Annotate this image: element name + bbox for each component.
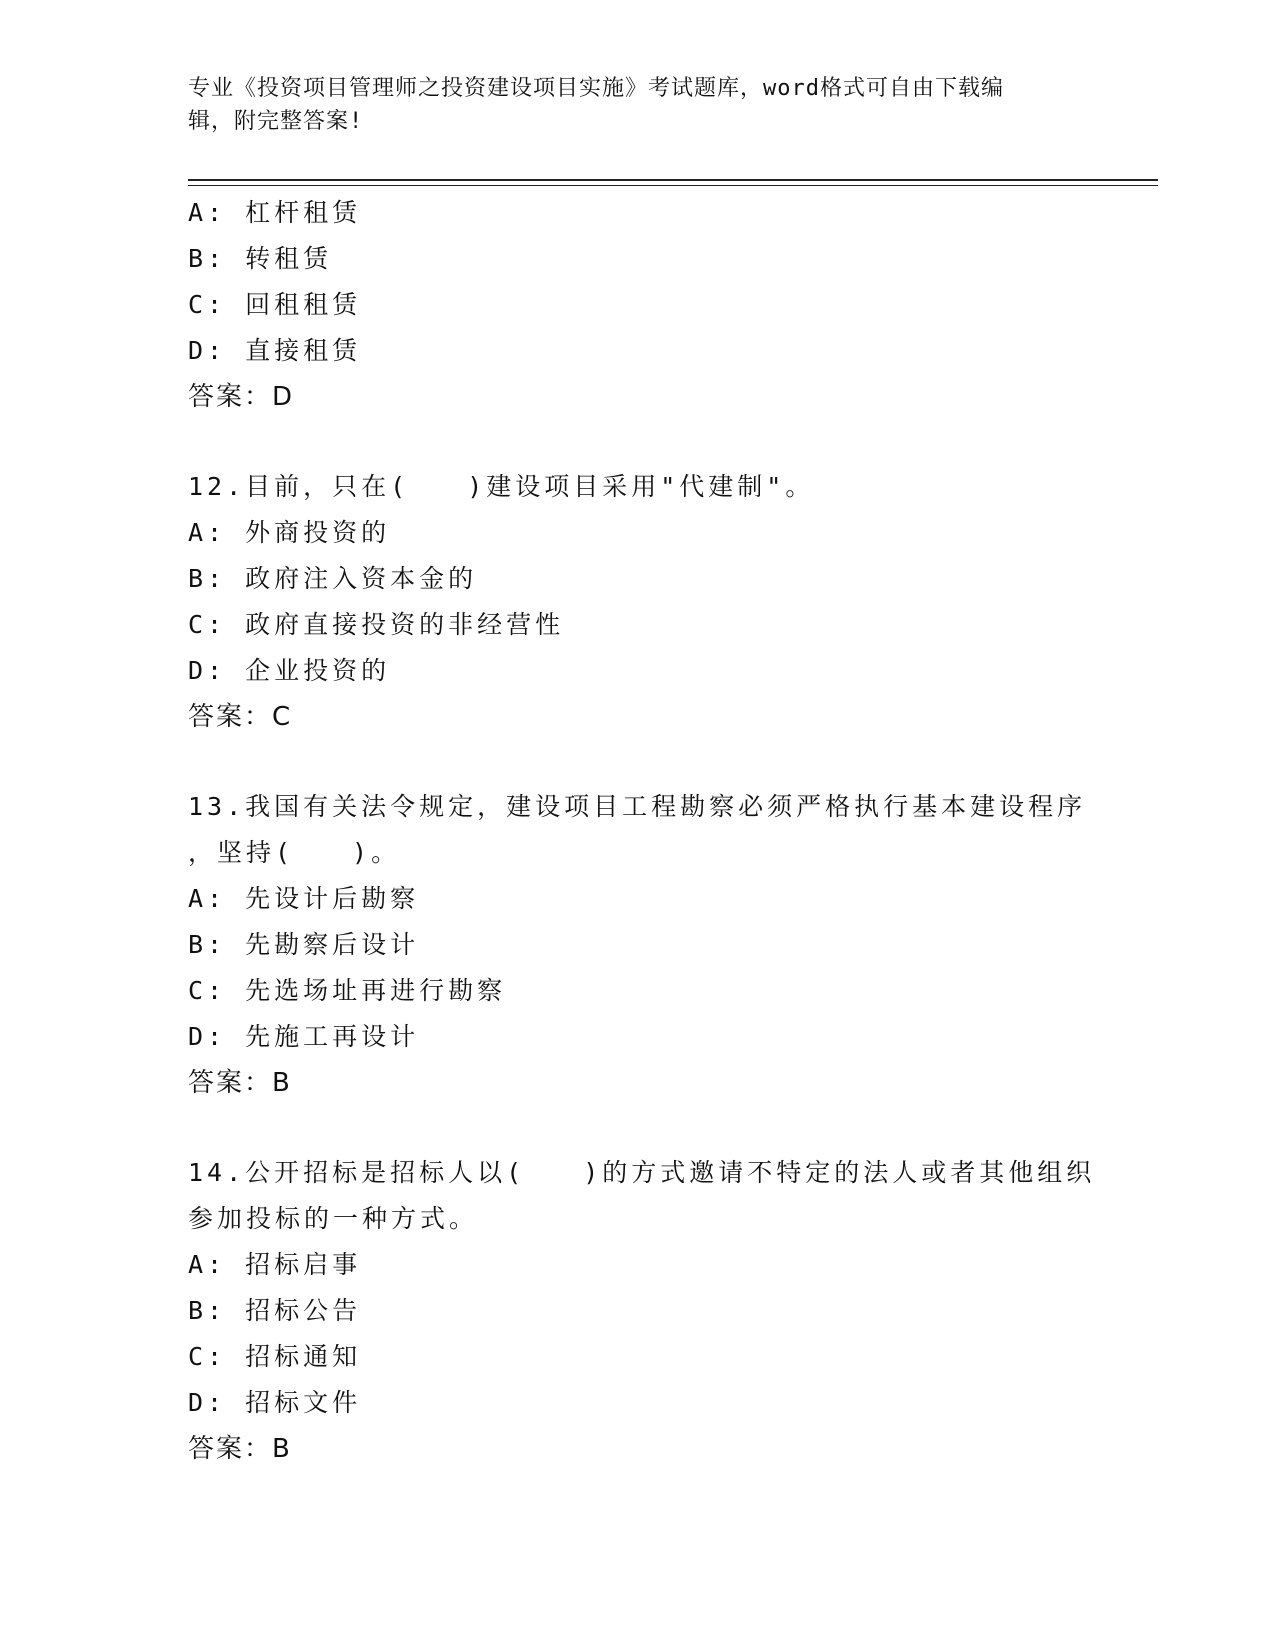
- option-d: D: 先施工再设计: [188, 1022, 420, 1051]
- question-block-12: [188, 464, 1088, 740]
- option-c: C: 政府直接投资的非经营性: [188, 610, 565, 639]
- answer-label: 答案：C: [188, 702, 293, 732]
- option-d: D: 企业投资的: [188, 656, 391, 685]
- option-b: B: 招标公告: [188, 1296, 362, 1325]
- option-d: D: 招标文件: [188, 1388, 362, 1417]
- option-a: A: 先设计后勘察: [188, 884, 420, 913]
- question-text-line-1: 14.公开招标是招标人以( )的方式邀请不特定的法人或者其他组织: [188, 1158, 1096, 1187]
- question-text: 12.目前，只在( )建设项目采用"代建制"。: [188, 472, 815, 501]
- header-line-1: 专业《投资项目管理师之投资建设项目实施》考试题库，word格式可自由下载编: [188, 76, 1004, 101]
- option-a: A: 外商投资的: [188, 518, 391, 547]
- option-b: B: 先勘察后设计: [188, 930, 420, 959]
- document-header: [188, 72, 1068, 138]
- question-text-line-1: 13.我国有关法令规定，建设项目工程勘察必须严格执行基本建设程序: [188, 792, 1087, 821]
- option-c: C: 招标通知: [188, 1342, 362, 1371]
- option-a: A: 招标启事: [188, 1250, 362, 1279]
- option-c: C: 先选场址再进行勘察: [188, 976, 507, 1005]
- question-block-14: [188, 1150, 1096, 1472]
- option-b: B: 政府注入资本金的: [188, 564, 478, 593]
- header-line-2: 辑，附完整答案!: [188, 109, 364, 134]
- question-list: [188, 190, 1096, 1472]
- question-text-line-2: ，坚持( )。: [188, 838, 401, 867]
- answer-label: 答案：D: [188, 382, 295, 412]
- header-rule-thin: [188, 185, 1158, 186]
- option-a: A: 杠杆租赁: [188, 198, 362, 227]
- answer-label: 答案：B: [188, 1068, 292, 1098]
- question-block-13: [188, 784, 1088, 1106]
- header-rule-thick: [188, 179, 1158, 181]
- question-block-11: [188, 190, 1088, 420]
- option-d: D: 直接租赁: [188, 336, 362, 365]
- option-c: C: 回租租赁: [188, 290, 362, 319]
- question-text-line-2: 参加投标的一种方式。: [188, 1204, 479, 1233]
- answer-label: 答案：B: [188, 1434, 292, 1464]
- option-b: B: 转租赁: [188, 244, 333, 273]
